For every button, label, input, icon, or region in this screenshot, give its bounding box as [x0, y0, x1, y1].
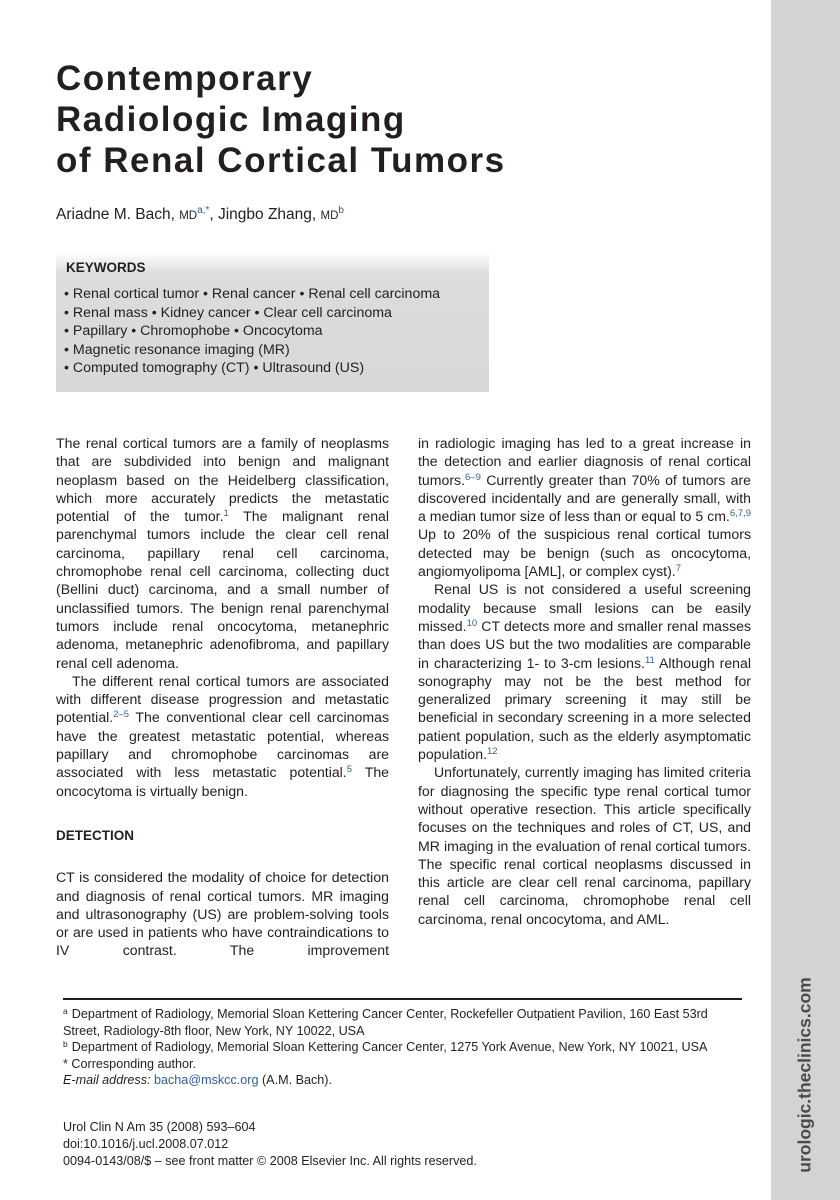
author-line: [56, 206, 344, 224]
body-column-right: [418, 434, 751, 928]
email-owner: (A.M. Bach).: [261, 1073, 332, 1087]
copyright: 0094-0143/08/$ – see front matter © 2008 Elsevier Inc. All rights reserved.: [63, 1154, 477, 1168]
keywords-box: [56, 252, 489, 392]
text-run: CT detects more and smaller renal masses than does US but the two modalities are comparable in characterizing 1- to 3-cm lesions.: [418, 617, 751, 671]
text-run: Up to 20% of the suspicious renal cortical tumors detected may be benign (such as oncocytoma, angiomyolipoma [AML], or complex cyst).: [418, 526, 751, 580]
email-label: E-mail address:: [63, 1073, 151, 1087]
author-separator: ,: [209, 206, 214, 223]
keyword-line: • Papillary • Chromophobe • Oncocytoma: [64, 323, 323, 339]
title-line-2: Radiologic Imaging: [56, 100, 406, 139]
reference-link[interactable]: 10: [466, 617, 478, 629]
footnotes: [63, 1006, 743, 1089]
reference-link[interactable]: 11: [644, 654, 655, 666]
keyword-line: • Renal cortical tumor • Renal cancer • Renal cell carcinoma: [64, 286, 441, 302]
paragraph-metastatic: [56, 672, 389, 800]
affiliation-text: Department of Radiology, Memorial Sloan Kettering Cancer Center, Rockefeller Outpatient Pavilion, 160 East 53rd Street, Radiology-8th floor, New York, NY 10022, USA: [63, 1007, 708, 1038]
keyword-line: • Magnetic resonance imaging (MR): [64, 341, 290, 358]
journal-reference: Urol Clin N Am 35 (2008) 593–604: [63, 1120, 256, 1134]
author-2-degree: MD: [320, 210, 339, 222]
corresponding-author: * Corresponding author.: [63, 1056, 197, 1071]
text-run: The oncocytoma is virtually benign.: [56, 764, 389, 799]
paragraph-ultrasound: [418, 580, 751, 763]
paragraph-scope: Unfortunately, currently imaging has limited criteria for diagnosing the specific type renal cortical tumor without operative resection. This article specifically focuses on the techniques and roles of CT, US, and MR imaging in the evaluation of renal cortical tumors. The specific renal cortical neoplasms discussed in this article are clear cell renal carcinoma, papillary renal cell carcinoma, chromophobe renal cell carcinoma, renal oncocytoma, and AML.: [418, 764, 751, 927]
title-line-1: Contemporary: [56, 59, 314, 98]
body-column-left: [56, 434, 389, 960]
section-heading-detection: DETECTION: [56, 827, 135, 843]
author-2-affiliation[interactable]: b: [338, 205, 344, 216]
reference-link[interactable]: 6–9: [465, 471, 481, 483]
reference-link[interactable]: 6,7,9: [729, 508, 751, 520]
footnote-mark-b: b: [63, 1039, 68, 1049]
email-link[interactable]: bacha@mskcc.org: [154, 1073, 259, 1087]
text-run: Although renal sonography may not be the best method for generalized primary screening it may still be beneficial in secondary screening in a more selected patient population, such as the elderly asymptomatic population.: [418, 654, 751, 763]
reference-link[interactable]: 7: [675, 563, 681, 575]
keywords-heading: KEYWORDS: [66, 260, 146, 275]
paragraph-detection-continued: in radiologic imaging has led to a great increase in the detection and earlier diagnosis of renal cortical tumors.$^{6-9}$ Currently greater than 70% of tumors are discovered incidentally and are generally small, with a median tumor size of less than or equal to 5 cm.$^{6,7,9}$ Up to 20% of the suspicious renal cortical tumors detected may be benign (such as oncocytoma, angiomyolipoma [AML], or complex cyst).$^7$: [418, 435, 751, 580]
reference-link[interactable]: 5: [346, 764, 353, 776]
reference-link[interactable]: 1: [223, 508, 229, 520]
paragraph-detection-start: CT is considered the modality of choice for detection and diagnosis of renal cortical tumors. MR imaging and ultrasonography (US) are problem-solving tools or are used in patients who have contraindications to IV contrast. The improvement: [56, 869, 389, 959]
citation-block: [63, 1119, 477, 1170]
author-1-name: Ariadne M. Bach,: [56, 206, 175, 223]
email-line: [63, 1072, 743, 1089]
text-run: Renal US is not considered a useful screening modality because small lesions can be easily missed.: [418, 581, 751, 634]
author-2-name: Jingbo Zhang,: [217, 206, 317, 223]
footnote-affiliation-b: [63, 1039, 743, 1056]
reference-link[interactable]: 2–5: [113, 709, 130, 721]
keyword-line: • Renal mass • Kidney cancer • Clear cell carcinoma: [64, 304, 392, 321]
paragraph-intro: [56, 434, 389, 672]
text-run: The malignant renal parenchymal tumors include the clear cell renal carcinoma, papillary renal cell carcinoma, chromophobe renal cell carcinoma, collecting duct (Bellini duct) carcinoma, and a small number of unclassified tumors. The benign renal parenchymal tumors include renal oncocytoma, metanephric adenoma, metanephric adenofibroma, and papillary renal cell adenoma.: [56, 508, 390, 671]
affiliation-text: Department of Radiology, Memorial Sloan Kettering Cancer Center, 1275 York Avenue, New York, NY 10021, USA: [71, 1040, 708, 1054]
footnote-mark-a: a: [63, 1006, 68, 1016]
reference-link[interactable]: 12: [486, 746, 498, 758]
keywords-list: [64, 285, 440, 378]
article-title: [56, 58, 506, 181]
title-line-3: of Renal Cortical Tumors: [56, 141, 506, 180]
text-run: The conventional clear cell carcinomas have the greatest metastatic potential, whereas papillary and chromophobe carcinomas are associated with less metastatic potential.: [56, 709, 389, 781]
author-1-affiliation[interactable]: a,*: [197, 205, 210, 216]
text-run: The different renal cortical tumors are associated with different disease progression and metastatic potential.: [56, 672, 389, 726]
keyword-line: • Computed tomography (CT) • Ultrasound (US): [64, 360, 365, 376]
doi[interactable]: doi:10.1016/j.ucl.2008.07.012: [63, 1137, 229, 1151]
author-1-degree: MD: [179, 210, 198, 222]
footnote-affiliation-a: [63, 1006, 743, 1039]
text-run: Currently greater than 70% of tumors are discovered incidentally and are generally small, with a median tumor size of less than or equal to 5 cm.: [418, 471, 751, 525]
text-run: The renal cortical tumors are a family of neoplasms that are subdivided into benign and malignant neoplasm based on the Heidelberg classification, which more accurately predicts the metastatic potential of the tumor.: [56, 435, 389, 525]
footnote-divider: [63, 998, 742, 1000]
journal-url[interactable]: urologic.theclinics.com: [794, 977, 815, 1173]
